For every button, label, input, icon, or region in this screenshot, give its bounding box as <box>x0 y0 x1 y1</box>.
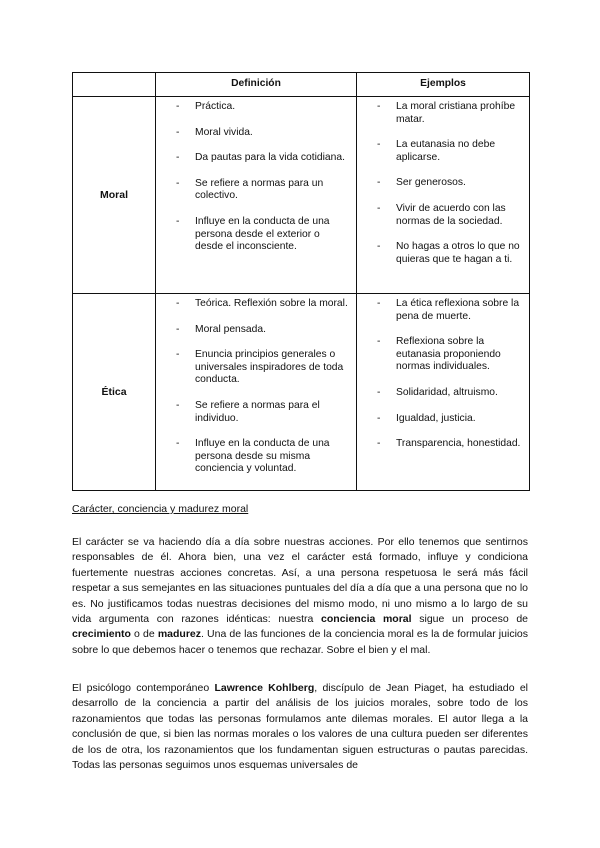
table-row-moral <box>73 97 530 294</box>
list-item-text: Da pautas para la vida cotidiana. <box>195 152 345 164</box>
list-item <box>176 216 350 254</box>
paragraph-caracter <box>72 535 528 658</box>
comparison-table <box>72 72 530 491</box>
list-item <box>176 178 350 203</box>
list-item-text: Se refiere a normas para el individuo. <box>195 399 320 424</box>
list-item-text: Igualdad, justicia. <box>396 412 476 424</box>
bullet-dash: - <box>176 101 180 112</box>
list-item <box>176 400 350 425</box>
bullet-dash: - <box>377 202 381 214</box>
bold-term: crecimiento <box>72 628 131 641</box>
list-item <box>377 336 523 374</box>
list-item <box>377 203 523 228</box>
bullet-dash: - <box>176 298 180 309</box>
bullet-dash: - <box>176 349 180 361</box>
list-item-text: Reflexiona sobre la eutanasia proponiendo normas individuales. <box>396 336 501 373</box>
list-item-text: Moral pensada. <box>195 323 266 335</box>
paragraph-text: El psicólogo contemporáneo <box>72 682 215 694</box>
bullet-dash: - <box>176 177 180 189</box>
list-item-text: Moral vivida. <box>195 126 253 138</box>
row-label-etica: Ética <box>73 294 156 491</box>
bullet-dash: - <box>377 101 381 112</box>
list-item-text: La eutanasia no debe aplicarse. <box>396 139 496 163</box>
list-item <box>377 298 523 323</box>
list-item <box>377 413 523 426</box>
list-item <box>176 324 350 337</box>
paragraph-text: . Una de las funciones de la conciencia moral es la de formular juicios sobre lo que debemos hacer o tenemos que rechazar. Sobre el bien y el mal. <box>72 628 528 656</box>
list-item-text: Enuncia principios generales o universales inspiradores de toda conducta. <box>195 349 344 386</box>
header-corner-cell <box>73 73 156 97</box>
row-label-moral: Moral <box>73 97 156 294</box>
moral-definicion-cell <box>156 97 357 294</box>
list-item-text: Solidaridad, altruismo. <box>396 386 498 398</box>
list-item <box>176 101 350 114</box>
bullet-dash: - <box>176 399 180 411</box>
paragraph-text: El carácter se va haciendo día a día sobre nuestras acciones. Por ello tenemos que sentirnos responsables de él. Ahora bien, una vez el carácter está formado, influye y condiciona fuertemente nuestras acciones concretas. Así, a una persona respetuosa le será más fácil respetar a sus semejantes en las situaciones puntuales del día a día que a una persona que no lo es. No justificamos todas nuestras decisiones del mismo modo, ni uno mismo a lo largo de su vida argumenta con razones idénticas: nuestra <box>72 536 528 626</box>
bullet-dash: - <box>377 386 381 398</box>
list-item-text: Vivir de acuerdo con las normas de la sociedad. <box>396 202 506 227</box>
bullet-dash: - <box>377 298 381 309</box>
list-item <box>377 241 523 266</box>
bullet-dash: - <box>377 336 381 348</box>
list-item <box>176 127 350 140</box>
etica-ejemplos-cell <box>357 294 530 491</box>
list-item <box>377 387 523 400</box>
paragraph-text: o de <box>130 628 158 641</box>
list-item-text: Teórica. Reflexión sobre la moral. <box>195 298 348 309</box>
list-item <box>176 438 350 476</box>
bullet-dash: - <box>176 215 180 227</box>
list-item-text: Influye en la conducta de una persona desde su misma conciencia y voluntad. <box>195 438 330 475</box>
bullet-dash: - <box>176 152 180 164</box>
bullet-dash: - <box>176 323 180 335</box>
bullet-dash: - <box>377 412 381 424</box>
etica-definicion-cell <box>156 294 357 491</box>
bullet-dash: - <box>176 126 180 138</box>
bold-term: conciencia moral <box>321 613 412 626</box>
list-item-text: Se refiere a normas para un colectivo. <box>195 177 324 202</box>
section-heading: Carácter, conciencia y madurez moral <box>72 503 249 515</box>
list-item-text: Ser generosos. <box>396 177 466 189</box>
list-item <box>176 298 350 311</box>
list-item <box>176 349 350 387</box>
table-header-row <box>73 73 530 97</box>
header-definicion: Definición <box>156 73 357 97</box>
bold-term: Lawrence Kohlberg <box>214 682 315 694</box>
list-item-text: Transparencia, honestidad. <box>396 438 521 450</box>
list-item-text: No hagas a otros lo que no quieras que te hagan a ti. <box>396 241 520 265</box>
bullet-dash: - <box>176 438 180 450</box>
list-item <box>176 152 350 165</box>
header-ejemplos: Ejemplos <box>357 73 530 97</box>
bullet-dash: - <box>377 139 381 151</box>
list-item-text: La ética reflexiona sobre la pena de muerte. <box>396 298 520 322</box>
list-item-text: La moral cristiana prohíbe matar. <box>396 101 516 125</box>
list-item <box>377 438 523 451</box>
bold-term: madurez <box>157 628 201 641</box>
bullet-dash: - <box>377 177 381 189</box>
list-item-text: Práctica. <box>195 101 236 112</box>
table-row-etica <box>73 294 530 491</box>
list-item <box>377 177 523 190</box>
list-item-text: Influye en la conducta de una persona desde el exterior o desde el inconsciente. <box>195 215 330 253</box>
bullet-dash: - <box>377 241 381 253</box>
bullet-dash: - <box>377 438 381 450</box>
moral-ejemplos-cell <box>357 97 530 294</box>
list-item <box>377 139 523 164</box>
paragraph-text: , discípulo de Jean Piaget, ha estudiado el desarrollo de la conciencia a partir del análisis de los juicios morales, sobre todo de los razonamientos que todas las personas formulamos ante dilemas morales. El autor llega a la conclusión de que, si bien las normas morales o los valores de una cultura pueden ser diferentes de los de otra, los razonamientos que los fundamentan siguen estructuras o pautas parecidas. Todas las personas seguimos unos esquemas universales de <box>72 682 528 772</box>
list-item <box>377 101 523 126</box>
paragraph-kohlberg <box>72 681 528 773</box>
paragraph-text: sigue un proceso de <box>411 613 528 626</box>
